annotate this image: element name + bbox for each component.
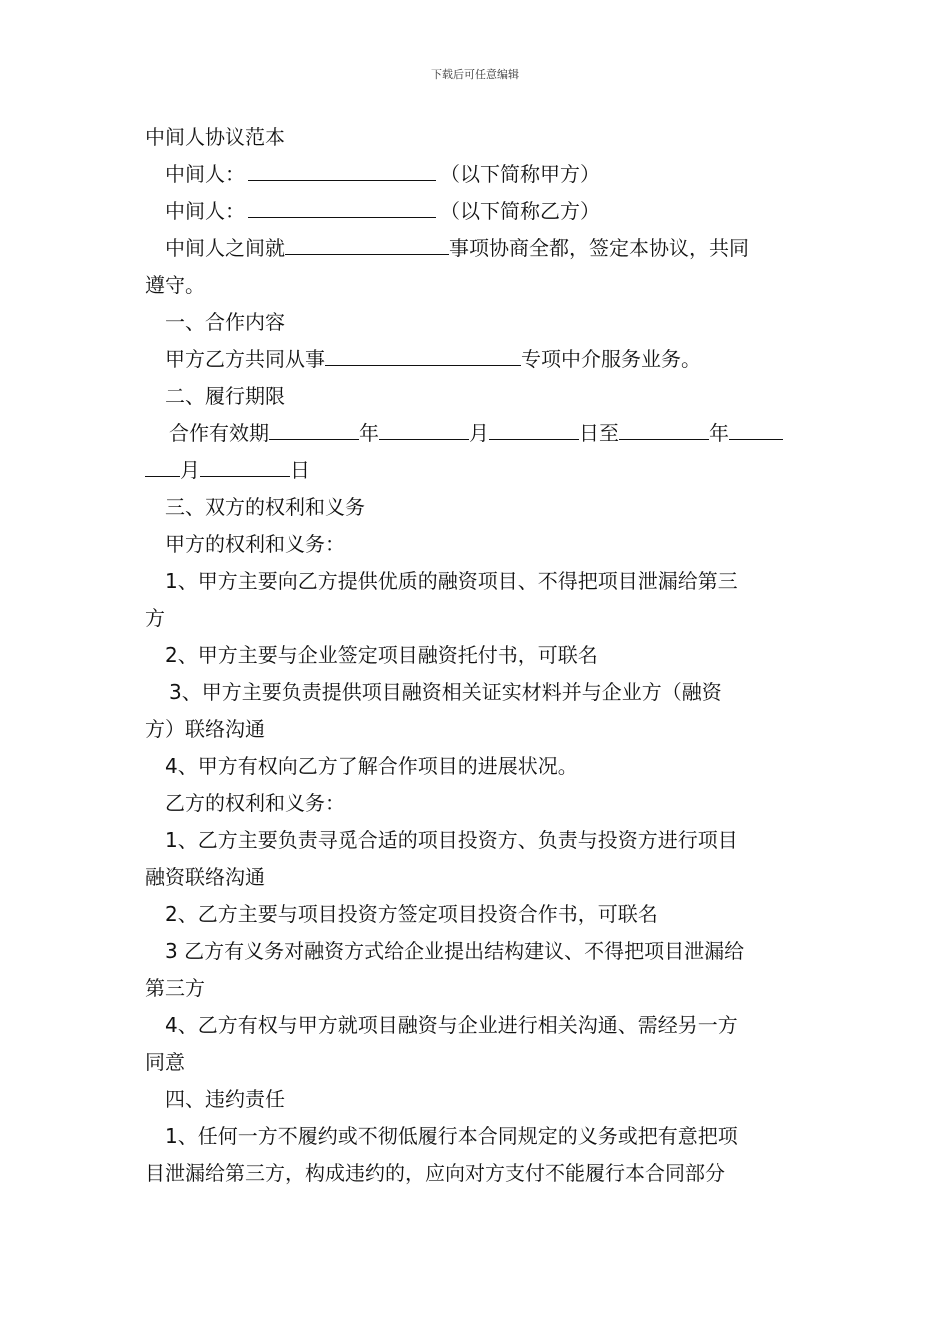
section2-heading: 二、履行期限	[165, 384, 285, 408]
section3-heading: 三、双方的权利和义务	[165, 495, 365, 519]
party-b-duty-1: 1、乙方主要负责寻觅合适的项目投资方、负责与投资方进行项目	[165, 828, 738, 852]
intro-prefix: 中间人之间就	[165, 236, 285, 260]
party-b-duty-4-continuation: 同意	[145, 1050, 185, 1074]
party-b-line	[145, 193, 807, 230]
section1-body	[145, 341, 807, 378]
section4-paragraph-1: 1、任何一方不履约或不彻低履行本合同规定的义务或把有意把项	[165, 1124, 738, 1148]
party-a-duty-4: 4、甲方有权向乙方了解合作项目的进展状况。	[165, 754, 578, 778]
term-month2: 月	[180, 458, 200, 482]
document-title: 中间人协议范本	[145, 125, 285, 149]
party-b-duty-2: 2、乙方主要与项目投资方签定项目投资合作书，可联名	[165, 902, 658, 926]
term-month1-blank	[379, 416, 469, 440]
party-a-line	[145, 156, 807, 193]
term-year1: 年	[359, 421, 379, 445]
intro-line	[145, 230, 807, 267]
term-year2: 年	[709, 421, 729, 445]
term-month2-blank-start	[729, 416, 783, 440]
party-a-duty-1-continuation: 方	[145, 606, 165, 630]
term-day1: 日至	[579, 421, 619, 445]
term-month2-blank-end	[145, 453, 180, 477]
intro-suffix: 事项协商全都，签定本协议，共同	[449, 236, 749, 260]
term-year1-blank	[269, 416, 359, 440]
intro-continuation: 遵守。	[145, 273, 205, 297]
party-a-blank	[248, 157, 436, 181]
section1-prefix: 甲方乙方共同从事	[165, 347, 325, 371]
section1-heading: 一、合作内容	[165, 310, 285, 334]
section1-blank	[325, 342, 521, 366]
party-b-duty-3-continuation: 第三方	[145, 976, 205, 1000]
term-prefix: 合作有效期	[169, 421, 269, 445]
party-b-blank	[248, 194, 436, 218]
party-a-suffix: （以下简称甲方）	[440, 162, 600, 186]
document-body	[145, 119, 807, 1192]
section2-term-continuation	[145, 452, 807, 489]
section4-heading: 四、违约责任	[165, 1087, 285, 1111]
term-day1-blank	[489, 416, 579, 440]
term-day2-blank	[200, 453, 290, 477]
party-a-label: 中间人：	[165, 162, 245, 186]
page-header: 下载后可任意编辑	[431, 68, 519, 81]
party-b-duty-1-continuation: 融资联络沟通	[145, 865, 265, 889]
party-b-duty-3: 3 乙方有义务对融资方式给企业提出结构建议、不得把项目泄漏给	[165, 939, 745, 963]
party-b-duties-heading: 乙方的权利和义务：	[165, 791, 345, 815]
term-day2: 日	[290, 458, 310, 482]
party-b-duty-4: 4、乙方有权与甲方就项目融资与企业进行相关沟通、需经另一方	[165, 1013, 738, 1037]
section4-paragraph-1-continuation: 目泄漏给第三方，构成违约的，应向对方支付不能履行本合同部分	[145, 1161, 725, 1185]
intro-blank	[285, 231, 449, 255]
party-a-duty-1: 1、甲方主要向乙方提供优质的融资项目、不得把项目泄漏给第三	[165, 569, 738, 593]
term-month1: 月	[469, 421, 489, 445]
section2-term-line	[145, 415, 807, 452]
party-b-label: 中间人：	[165, 199, 245, 223]
section1-suffix: 专项中介服务业务。	[521, 347, 701, 371]
party-a-duty-3: 3、甲方主要负责提供项目融资相关证实材料并与企业方（融资	[169, 680, 722, 704]
party-a-duty-3-continuation: 方）联络沟通	[145, 717, 265, 741]
party-b-suffix: （以下简称乙方）	[440, 199, 600, 223]
party-a-duty-2: 2、甲方主要与企业签定项目融资托付书，可联名	[165, 643, 598, 667]
term-year2-blank	[619, 416, 709, 440]
party-a-duties-heading: 甲方的权利和义务：	[165, 532, 345, 556]
